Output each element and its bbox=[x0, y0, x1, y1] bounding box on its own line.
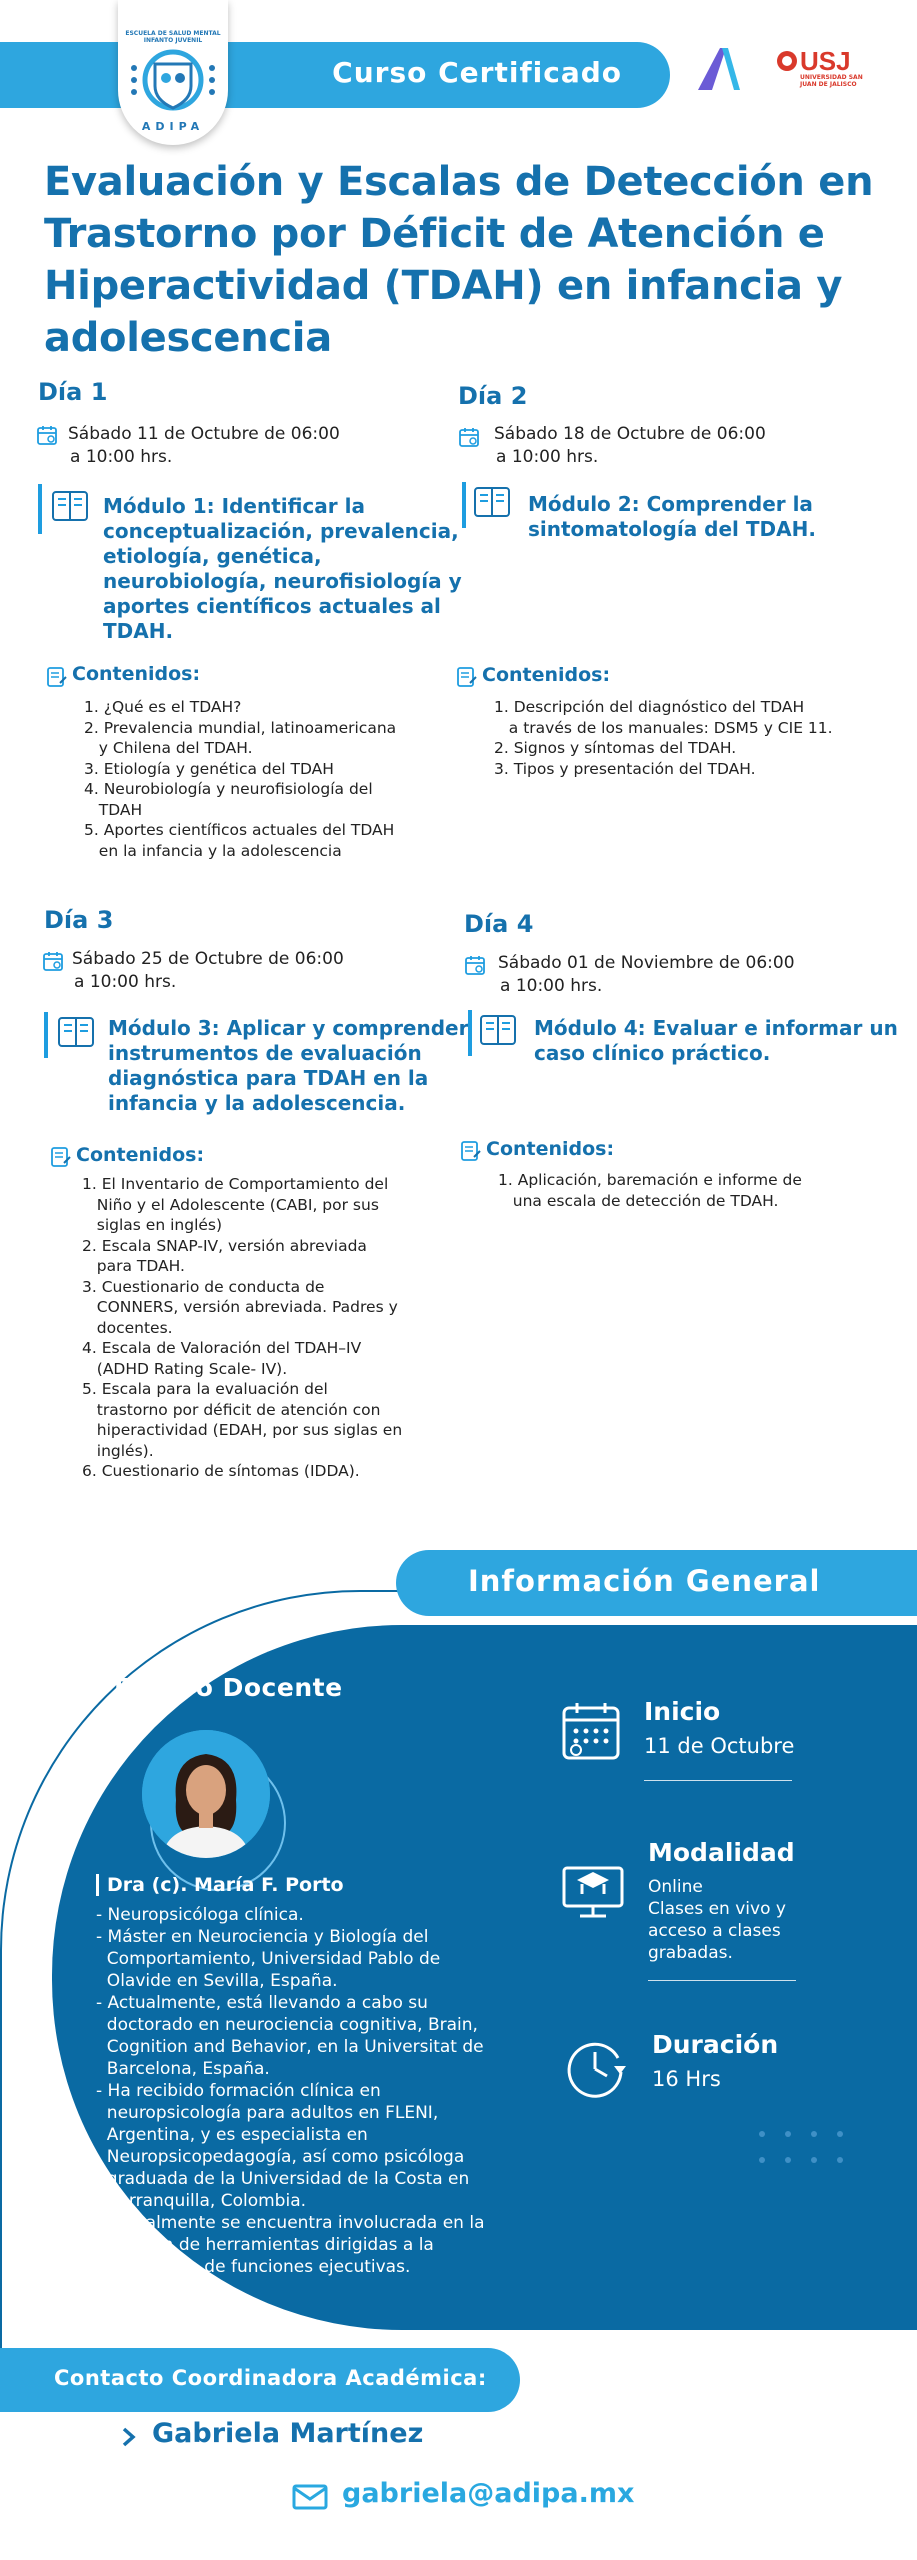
info-title-pill bbox=[396, 1550, 917, 1616]
header-banner bbox=[0, 42, 670, 108]
time-line: a 10:00 hrs. bbox=[74, 972, 177, 992]
inicio-label: Inicio bbox=[644, 1697, 721, 1726]
day-2-label: Día 2 bbox=[458, 382, 528, 410]
day-2-module: Módulo 2: Comprender la sintomatología del TDAH. bbox=[528, 492, 816, 541]
duracion-label: Duración bbox=[652, 2030, 779, 2059]
contents-icon bbox=[46, 666, 68, 692]
logo-line-2: INFANTO JUVENIL bbox=[143, 37, 203, 44]
day-4-label: Día 4 bbox=[464, 910, 534, 938]
inicio-value: 11 de Octubre bbox=[644, 1734, 795, 1758]
day-3-label: Día 3 bbox=[44, 906, 114, 934]
calendar-large-icon bbox=[560, 1700, 622, 1766]
day-3-date bbox=[72, 948, 344, 994]
date-line: Sábado 11 de Octubre de 06:00 bbox=[68, 424, 340, 444]
divider bbox=[644, 1780, 792, 1781]
avatar bbox=[142, 1730, 270, 1858]
calendar-icon bbox=[42, 950, 64, 976]
modalidad-label: Modalidad bbox=[648, 1838, 795, 1867]
contents-icon bbox=[456, 666, 478, 692]
day-1-module: Módulo 1: Identificar la conceptualización, prevalencia, etiología, genética, neurobiología, neurofisiología y aportes científicos actuales al TDAH. bbox=[103, 494, 462, 643]
modalidad-value: Online Clases en vivo y acceso a clases grabadas. bbox=[648, 1877, 786, 1963]
online-class-icon bbox=[560, 1854, 626, 1924]
module-accent bbox=[468, 1010, 472, 1056]
calendar-icon bbox=[464, 954, 486, 980]
course-title: Evaluación y Escalas de Detección en Trastorno por Déficit de Atención e Hiperactividad (TDAH) en infancia y adolescencia bbox=[44, 159, 874, 361]
day-3-module: Módulo 3: Aplicar y comprender instrumentos de evaluación diagnóstica para TDAH en la infancia y la adolescencia. bbox=[108, 1016, 469, 1115]
date-line: Sábado 18 de Octubre de 06:00 bbox=[494, 424, 766, 444]
module-accent bbox=[38, 484, 42, 534]
contact-title-pill bbox=[0, 2348, 520, 2412]
day-2-date bbox=[494, 423, 766, 469]
banner-text: Curso Certificado bbox=[332, 56, 622, 89]
doctor-bio: - Neuropsicóloga clínica. - Máster en Neurociencia y Biología del Comportamiento, Universidad Pablo de Olavide en Sevilla, España. - Actualmente, está llevando a cabo su doctorado en neurociencia cognitiva, Brain, Cognition and Behavior, en la Universitat de Barcelona, España. - Ha recibido formación clínica en neuropsicología para adultos en FLENI, Argentina, y es especialista en Neuropsicopedagogía, así como psicóloga graduada de la Universidad de la Costa en Barranquilla, Colombia. - Actualmente se encuentra involucrada en la revisión de herramientas dirigidas a la evaluación de funciones ejecutivas. bbox=[96, 1905, 485, 2277]
mail-icon bbox=[292, 2484, 328, 2514]
book-icon bbox=[50, 486, 90, 530]
logo-emblem-icon bbox=[128, 44, 218, 116]
contents-icon bbox=[50, 1146, 72, 1172]
duracion-value: 16 Hrs bbox=[652, 2067, 721, 2091]
book-icon bbox=[478, 1010, 518, 1054]
chevron-right-icon bbox=[120, 2426, 138, 2452]
contact-email-link[interactable]: gabriela@adipa.mx bbox=[342, 2478, 635, 2509]
calendar-icon bbox=[458, 426, 480, 452]
day-3-contents-title: Contenidos: bbox=[76, 1144, 205, 1166]
logo-name: ADIPA bbox=[141, 120, 205, 133]
day-2-contents-title: Contenidos: bbox=[482, 664, 611, 686]
divider bbox=[648, 1980, 796, 1981]
book-icon bbox=[56, 1012, 96, 1056]
day-1-date bbox=[68, 423, 340, 469]
team-title: Equipo Docente bbox=[114, 1673, 343, 1702]
day-2-contents-list: 1. Descripción del diagnóstico del TDAH a través de los manuales: DSM5 y CIE 11. 2. Signos y síntomas del TDAH. 3. Tipos y presentación del TDAH. bbox=[494, 698, 833, 778]
day-4-contents-title: Contenidos: bbox=[486, 1138, 615, 1160]
day-4-module: Módulo 4: Evaluar e informar un caso clínico práctico. bbox=[534, 1016, 898, 1065]
day-1-label: Día 1 bbox=[38, 378, 108, 406]
time-line: a 10:00 hrs. bbox=[496, 447, 599, 467]
module-accent bbox=[44, 1012, 48, 1058]
contents-icon bbox=[460, 1140, 482, 1166]
usj-sub: UNIVERSIDAD SAN JUAN DE JALISCO bbox=[800, 74, 863, 88]
dots-decoration-icon bbox=[758, 2130, 848, 2170]
contact-title: Contacto Coordinadora Académica: bbox=[54, 2366, 487, 2390]
usj-name: USJ bbox=[800, 46, 851, 76]
day-1-contents-title: Contenidos: bbox=[72, 663, 201, 685]
day-4-date bbox=[498, 952, 795, 998]
module-accent bbox=[462, 482, 466, 528]
book-icon bbox=[472, 482, 512, 526]
doctor-name: Dra (c). María F. Porto bbox=[96, 1874, 344, 1896]
time-line: a 10:00 hrs. bbox=[70, 447, 173, 467]
day-4-contents-list: 1. Aplicación, baremación e informe de una escala de detección de TDAH. bbox=[498, 1171, 802, 1210]
day-1-contents-list: 1. ¿Qué es el TDAH? 2. Prevalencia mundial, latinoamericana y Chilena del TDAH. 3. Etiología y genética del TDAH 4. Neurobiología y neurofisiología del TDAH 5. Aportes científicos actuales del TDAH en la infancia y la adolescencia bbox=[84, 698, 397, 860]
clock-icon bbox=[562, 2036, 628, 2106]
brand-a-logo-icon bbox=[690, 40, 746, 100]
info-title: Información General bbox=[468, 1564, 821, 1598]
date-line: Sábado 25 de Octubre de 06:00 bbox=[72, 949, 344, 969]
adipa-logo bbox=[118, 0, 228, 145]
logo-line-1: ESCUELA DE SALUD MENTAL bbox=[125, 30, 221, 37]
usj-logo bbox=[776, 46, 863, 88]
time-line: a 10:00 hrs. bbox=[500, 976, 603, 996]
coordinator-name: Gabriela Martínez bbox=[152, 2418, 424, 2449]
usj-emblem-icon bbox=[776, 50, 798, 72]
date-line: Sábado 01 de Noviembre de 06:00 bbox=[498, 953, 795, 973]
calendar-icon bbox=[36, 424, 58, 450]
day-3-contents-list: 1. El Inventario de Comportamiento del Niño y el Adolescente (CABI, por sus siglas en inglés) 2. Escala SNAP-IV, versión abreviada para TDAH. 3. Cuestionario de conducta de CONNERS, versión abreviada. Padres y docentes. 4. Escala de Valoración del TDAH–IV (ADHD Rating Scale- IV). 5. Escala para la evaluación del trastorno por déficit de atención con hiperactividad (EDAH, por sus siglas en inglés). 6. Cuestionario de síntomas (IDDA). bbox=[82, 1175, 403, 1480]
